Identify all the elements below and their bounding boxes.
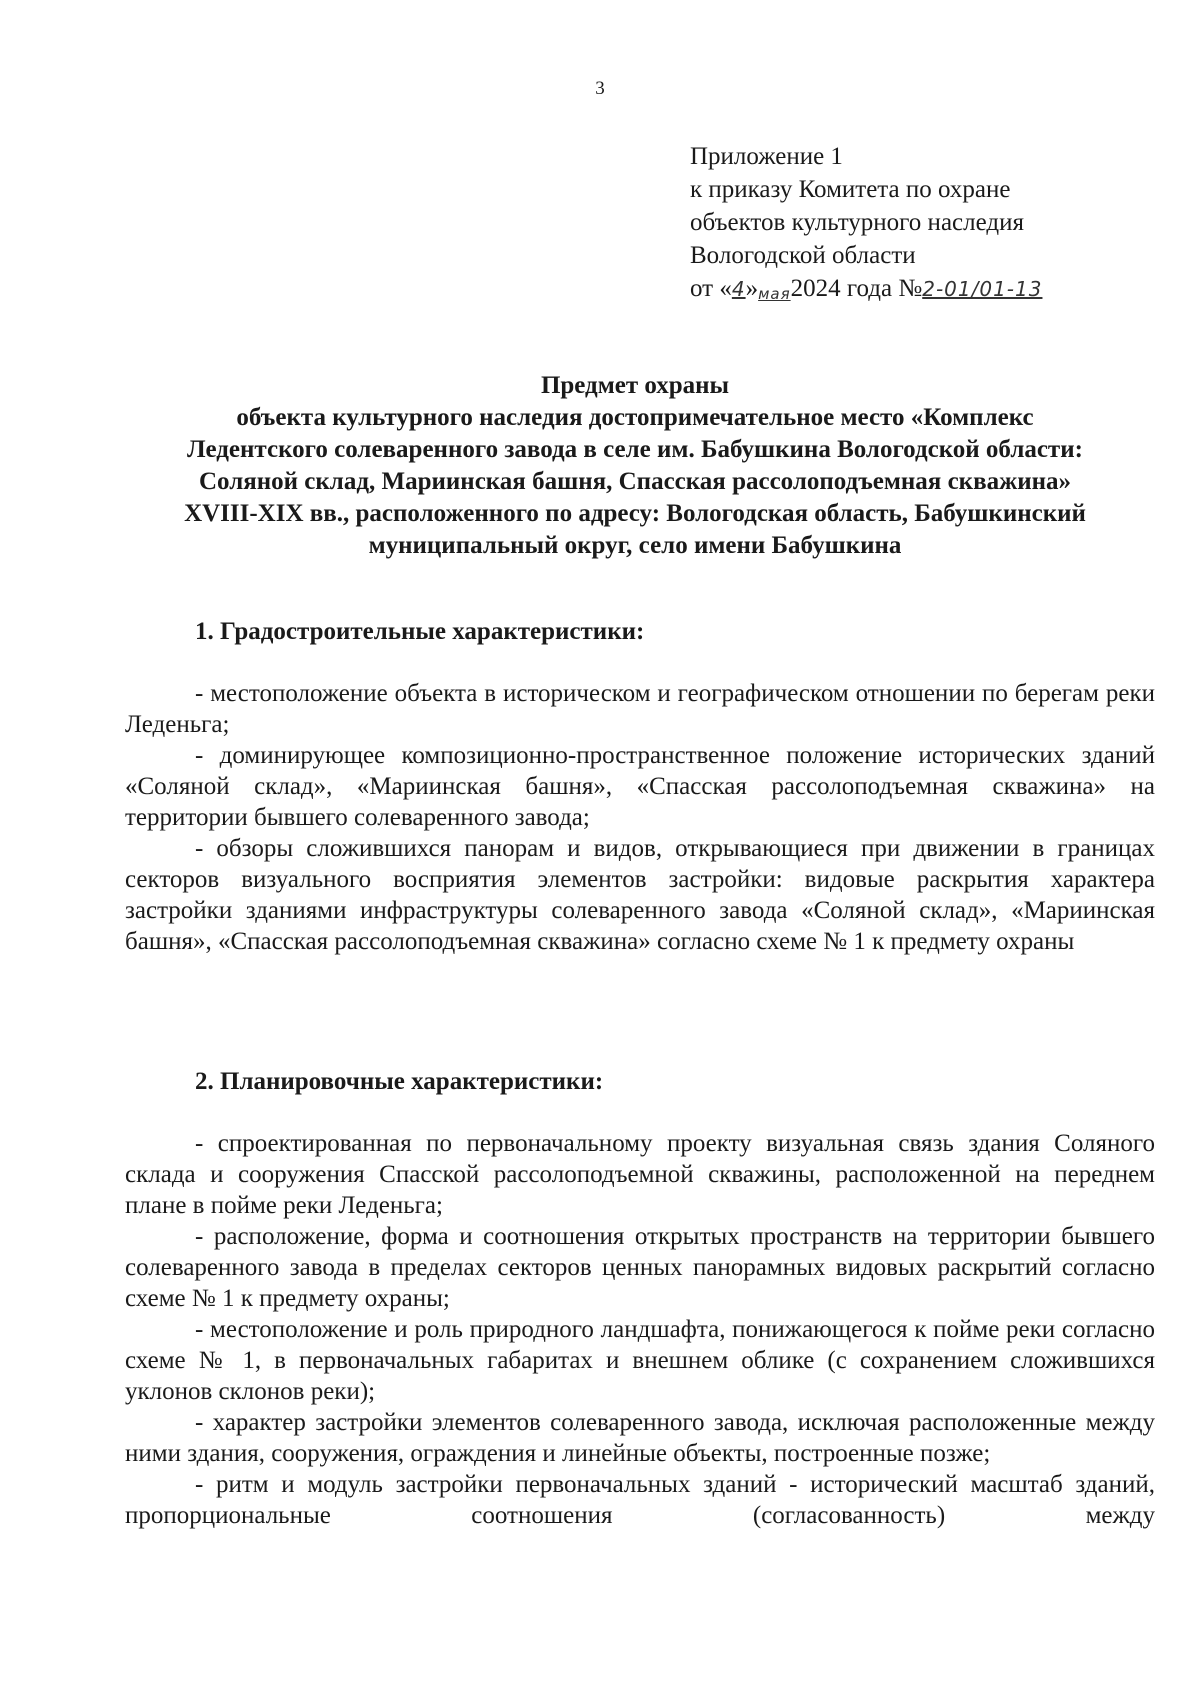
date-prefix: от « bbox=[690, 275, 732, 302]
title-line-3: Ледентского солеваренного завода в селе им. Бабушкина Вологодской области: bbox=[187, 436, 1083, 463]
section-2-item: - расположение, форма и соотношения открытых пространств на территории бывшего солеваренного завода в пределах секторов ценных панорамных видовых раскрытий согласно схеме № 1 к предмету охраны; bbox=[125, 1223, 1155, 1312]
section-1-body bbox=[125, 678, 1155, 957]
date-year: 2024 года № bbox=[790, 275, 923, 302]
section-2-body bbox=[125, 1128, 1155, 1531]
title-line-5: XVIII-XIX вв., расположенного по адресу: Вологодская область, Бабушкинский bbox=[184, 500, 1086, 527]
section-2-heading: 2. Планировочные характеристики: bbox=[195, 1068, 604, 1095]
title-line-4: Соляной склад, Мариинская башня, Спасская рассолоподъемная скважина» bbox=[198, 468, 1072, 495]
section-2-item: - местоположение и роль природного ландшафта, понижающегося к пойме реки согласно схеме № 1, в первоначальных габаритах и внешнем облике (с сохранением сложившихся уклонов склонов реки); bbox=[125, 1316, 1155, 1405]
appendix-line-4: Вологодской области bbox=[690, 242, 916, 269]
page-number: 3 bbox=[595, 78, 605, 99]
section-2-item: - характер застройки элементов солеваренного завода, исключая расположенные между ними здания, сооружения, ограждения и линейные объекты, построенные позже; bbox=[125, 1409, 1155, 1467]
section-2-item: - спроектированная по первоначальному проекту визуальная связь здания Соляного склада и сооружения Спасской рассолоподъемной скважины, расположенной на переднем плане в пойме реки Леденьга; bbox=[125, 1130, 1155, 1219]
appendix-date-line bbox=[690, 272, 1160, 311]
handwritten-day: 4 bbox=[731, 277, 746, 301]
document-title bbox=[110, 370, 1160, 562]
appendix-line-2: к приказу Комитета по охране bbox=[690, 176, 1011, 203]
section-1-item: - обзоры сложившихся панорам и видов, открывающиеся при движении в границах секторов визуального восприятия элементов застройки: видовые раскрытия характера застройки зданиями инфраструктуры солеваренного завода «Соляной склад», «Мариинская башня», «Спасская рассолоподъемная скважина» согласно схеме № 1 к предмету охраны bbox=[125, 835, 1155, 955]
title-line-1: Предмет охраны bbox=[540, 372, 730, 399]
date-mid: » bbox=[745, 275, 759, 302]
appendix-line-1: Приложение 1 bbox=[690, 143, 843, 170]
section-1-heading: 1. Градостроительные характеристики: bbox=[195, 618, 645, 645]
handwritten-doc-number: 2-01/01-13 bbox=[922, 277, 1043, 301]
section-2-item: - ритм и модуль застройки первоначальных зданий - исторический масштаб зданий, пропорциональные соотношения (согласованность) между bbox=[125, 1471, 1155, 1529]
handwritten-month: мая bbox=[758, 285, 791, 303]
appendix-line-3: объектов культурного наследия bbox=[690, 209, 1024, 236]
title-line-2: объекта культурного наследия достопримечательное место «Комплекс bbox=[236, 404, 1034, 431]
appendix-block bbox=[690, 140, 1160, 311]
section-1-item: - доминирующее композиционно-пространственное положение исторических зданий «Соляной склад», «Мариинская башня», «Спасская рассолоподъемная скважина» на территории бывшего солеваренного завода; bbox=[125, 742, 1155, 831]
section-1-item: - местоположение объекта в историческом и географическом отношении по берегам реки Леденьга; bbox=[125, 680, 1155, 738]
title-line-6: муниципальный округ, село имени Бабушкина bbox=[368, 532, 902, 559]
